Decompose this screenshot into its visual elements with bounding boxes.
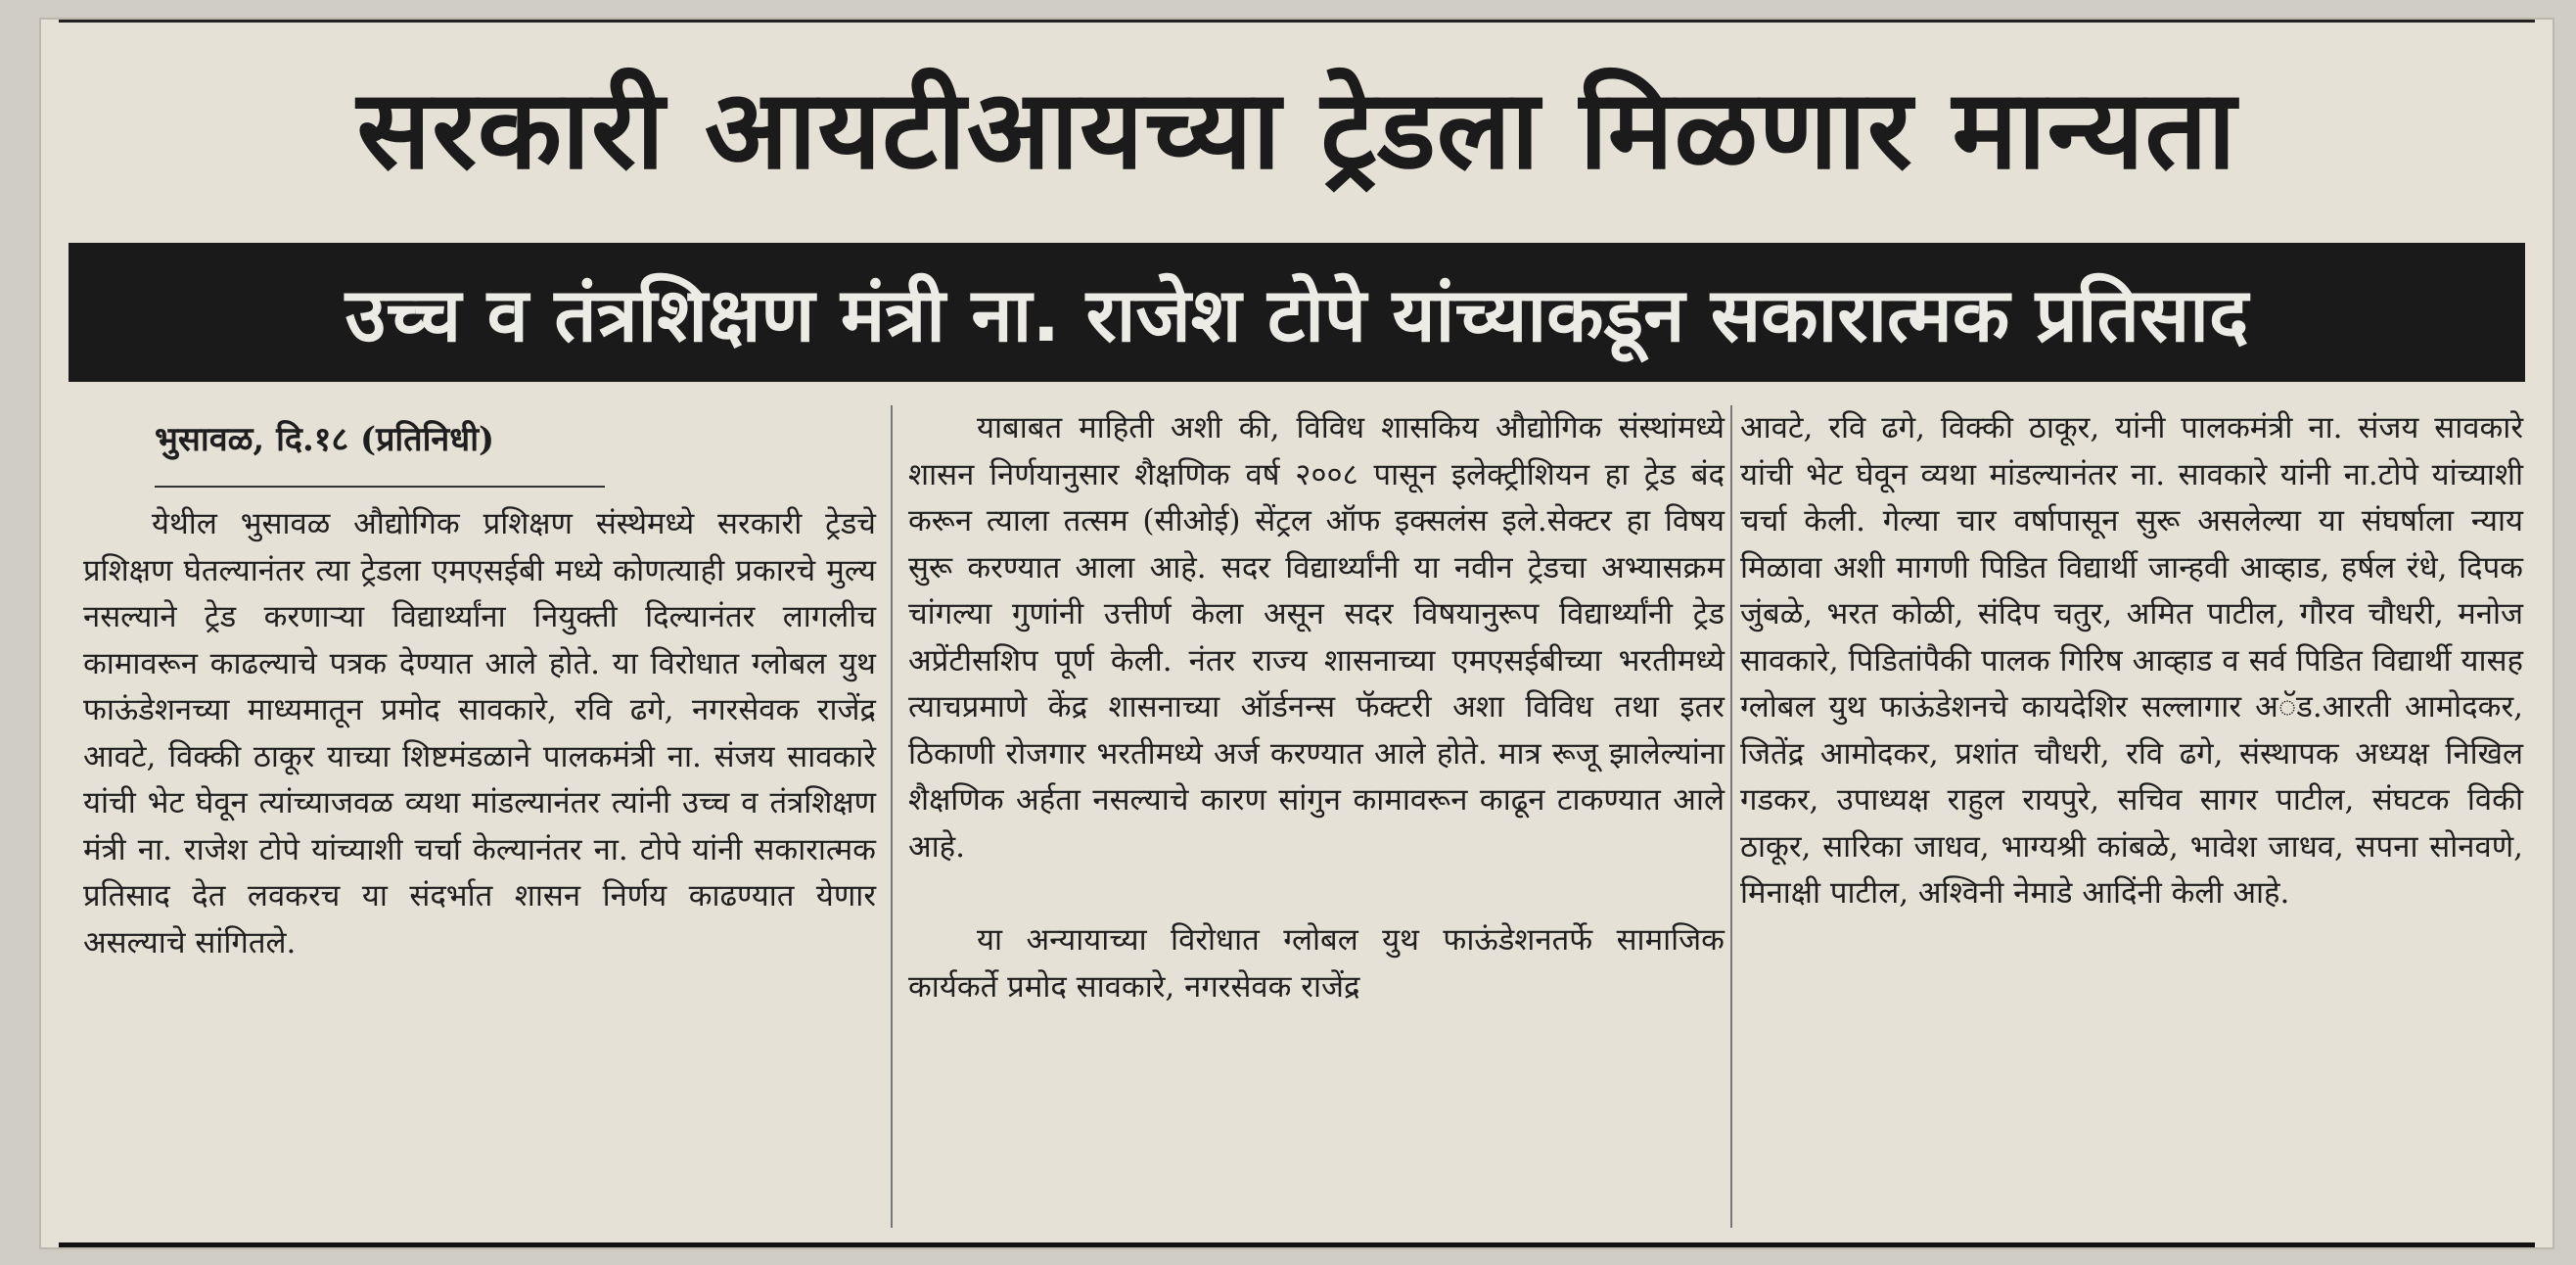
subheadline-banner [69,243,2525,382]
bottom-rule [59,1242,2535,1247]
headline: सरकारी आयटीआयच्या ट्रेडला मिळणार मान्यता [356,66,2237,194]
top-rule [59,20,2535,23]
column-divider [1730,405,1732,1228]
subheadline: उच्च व तंत्रशिक्षण मंत्री ना. राजेश टोपे यांच्याकडून सकारात्मक प्रतिसाद [345,270,2249,358]
article-column-2 [908,405,1725,1010]
column-divider [891,405,893,1228]
column-3-paragraph: आवटे, रवि ढगे, विक्की ठाकूर, यांनी पालकमंत्री ना. संजय सावकारे यांची भेट घेवून व्यथा मांडल्यानंतर ना. सावकारे यांनी ना.टोपे यांच्याशी चर्चा केली. गेल्या चार वर्षापासून सुरू असलेल्या या संघर्षाला न्याय मिळावा अशी मागणी पिडित विद्यार्थी जान्हवी आव्हाड, हर्षल रंधे, दिपक जुंबळे, भरत कोळी, संदिप चतुर, अमित पाटील, गौरव चौधरी, मनोज सावकारे, पिडितांपैकी पालक गिरिष आव्हाड व सर्व पिडित विद्यार्थी यासह ग्लोबल युथ फाऊंडेशनचे कायदेशिर सल्लागार अॅड.आरती आमोदकर, जितेंद्र आमोदकर, प्रशांत चौधरी, रवि ढगे, संस्थापक अध्यक्ष निखिल गडकर, उपाध्यक्ष राहुल रायपुरे, सचिव सागर पाटील, संघटक विकी ठाकूर, सारिका जाधव, भाग्यश्री कांबळे, भावेश जाधव, सपना सोनवणे, मिनाक्षी पाटील, अश्विनी नेमाडे आदिंनी केली आहे. [1740,410,2523,911]
newspaper-clipping [39,18,2554,1249]
dateline: भुसावळ, दि.१८ (प्रतिनिधी) [155,420,495,459]
column-2-paragraph-1: याबाबत माहिती अशी की, विविध शासकिय औद्योगिक संस्थांमध्ये शासन निर्णयानुसार शैक्षणिक वर्ष २००८ पासून इलेक्ट्रीशियन हा ट्रेड बंद करून त्याला तत्सम (सीओई) सेंट्रल ऑफ इक्सलंस इले.सेक्टर हा विषय सुरू करण्यात आला आहे. सदर विद्यार्थ्यांनी या नवीन ट्रेडचा अभ्यासक्रम चांगल्या गुणांनी उत्तीर्ण केला असून सदर विषयानुरूप विद्यार्थ्यांनी ट्रेड अप्रेंटीसशिप पूर्ण केली. नंतर राज्य शासनाच्या एमएसईबीच्या भरतीमध्ये त्याचप्रमाणे केंद्र शासनाच्या ऑर्डनन्स फॅक्टरी अशा विविध तथा इतर ठिकाणी रोजगार भरतीमध्ये अर्ज करण्यात आले होते. मात्र रूजू झालेल्यांना शैक्षणिक अर्हता नसल्याचे कारण सांगुन कामावरून काढून टाकण्यात आले आहे. [908,410,1725,865]
article-column-1 [83,405,876,966]
column-1-paragraph: येथील भुसावळ औद्योगिक प्रशिक्षण संस्थेमध्ये सरकारी ट्रेडचे प्रशिक्षण घेतल्यानंतर त्या ट्रेडला एमएसईबी मध्ये कोणत्याही प्रकारचे मुल्य नसल्याने ट्रेड करणाऱ्या विद्यार्थ्यांना नियुक्ती दिल्यानंतर लागलीच कामावरून काढल्याचे पत्रक देण्यात आले होते. या विरोधात ग्लोबल युथ फाऊंडेशनच्या माध्यमातून प्रमोद सावकारे, रवि ढगे, नगरसेवक राजेंद्र आवटे, विक्की ठाकूर याच्या शिष्टमंडळाने पालकमंत्री ना. संजय सावकारे यांची भेट घेवून त्यांच्याजवळ व्यथा मांडल्यानंतर त्यांनी उच्च व तंत्रशिक्षण मंत्री ना. राजेश टोपे यांच्याशी चर्चा केल्यानंतर ना. टोपे यांनी सकारात्मक प्रतिसाद देत लवकरच या संदर्भात शासन निर्णय काढण्यात येणार असल्याचे सांगितले. [83,506,876,960]
article-column-3 [1740,405,2523,917]
column-2-paragraph-2: या अन्यायाच्या विरोधात ग्लोबल युथ फाऊंडेशनतर्फे सामाजिक कार्यकर्ते प्रमोद सावकारे, नगरसेवक राजेंद्र [908,922,1725,1005]
